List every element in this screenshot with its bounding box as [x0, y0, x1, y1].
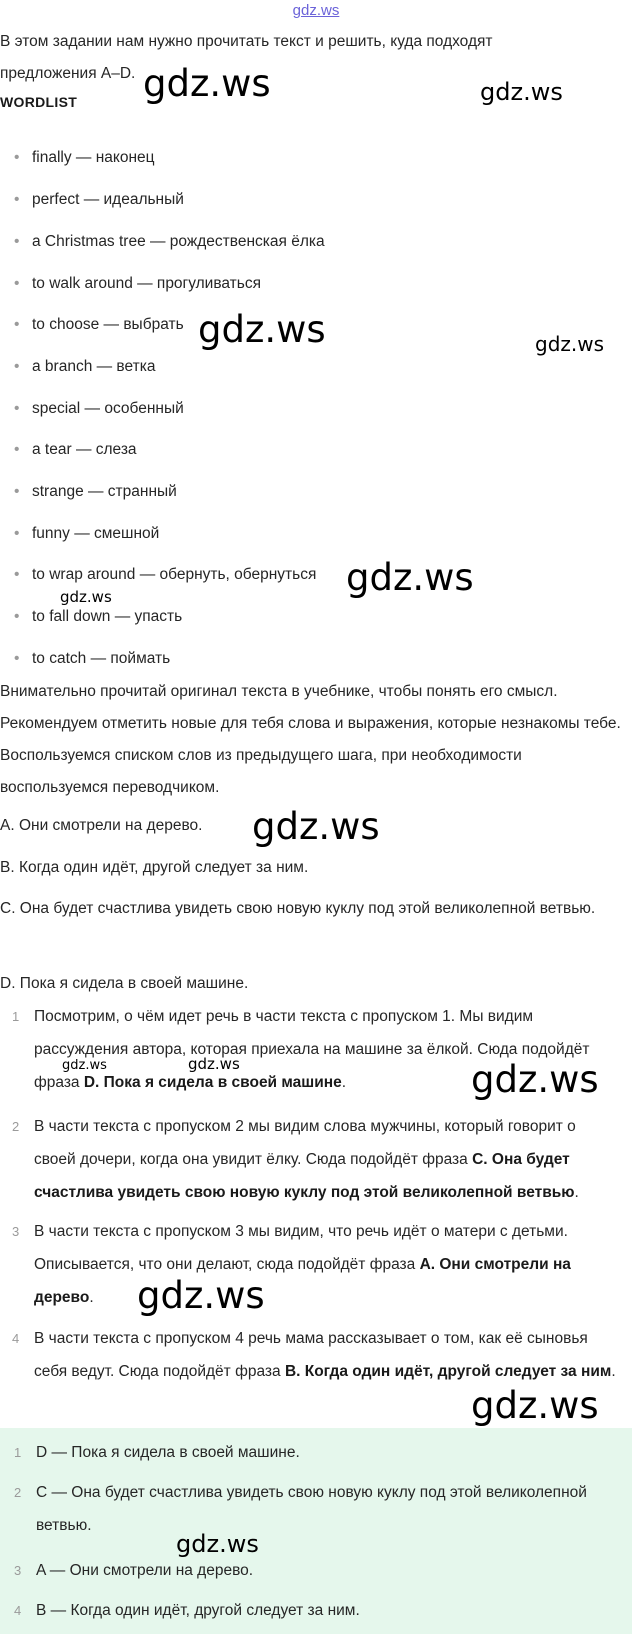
step-answer: D. Пока я сидела в своей машине: [83, 1074, 342, 1091]
bullet-icon: •: [14, 191, 20, 208]
answer-2: 2 C — Она будет счастлива увидеть свою новую куклу под этой великолепной ветвью.: [14, 1484, 587, 1534]
bullet-icon: •: [14, 149, 20, 166]
list-item: • funny — смешной: [14, 520, 159, 548]
bullet-icon: •: [14, 608, 20, 625]
list-item: • a tear — слеза: [14, 436, 137, 464]
bullet-icon: •: [14, 358, 20, 375]
list-item: • to catch — поймать: [14, 645, 170, 673]
list-item: • to walk around — прогуливаться: [14, 270, 261, 298]
header-link[interactable]: gdz.ws: [292, 2, 340, 19]
bullet-icon: •: [14, 316, 20, 333]
list-item: • to wrap around — обернуть, обернуться: [14, 561, 316, 589]
list-item: • special — особенный: [14, 395, 184, 423]
instructions-text: Внимательно прочитай оригинал текста в учебнике, чтобы понять его смысл. Рекомендуем отметить новые для тебя слова и выражения, которые незнакомы тебе. Воспользуемся списком слов из предыдущего шага, при необходимости воспользуемся переводчиком.: [0, 683, 621, 796]
wordlist-heading: WORDLIST: [0, 94, 78, 110]
bullet-icon: •: [14, 233, 20, 250]
bullet-icon: •: [14, 275, 20, 292]
watermark: gdz.ws: [60, 588, 112, 606]
bullet-icon: •: [14, 441, 20, 458]
watermark: gdz.ws: [176, 1530, 259, 1558]
answer-box: [0, 1428, 632, 1634]
watermark: gdz.ws: [535, 332, 605, 356]
bullet-icon: •: [14, 566, 20, 583]
step-4: 4 В части текста с пропуском 4 речь мама рассказывает о том, как её сыновья себя ведут. Сюда подойдёт фраза B. Когда один идёт, другой следует за ним.: [12, 1330, 616, 1380]
list-item: • strange — странный: [14, 478, 177, 506]
list-item: • a Christmas tree — рождественская ёлка: [14, 228, 325, 256]
bullet-icon: •: [14, 525, 20, 542]
watermark: gdz.ws: [480, 78, 563, 106]
watermark: gdz.ws: [143, 62, 271, 105]
list-item: • to choose — выбрать: [14, 311, 184, 339]
option-b: B. Когда один идёт, другой следует за ним.: [0, 859, 309, 876]
list-item: • to fall down — упасть: [14, 603, 182, 631]
step-answer: B. Когда один идёт, другой следует за ним: [284, 1363, 612, 1380]
step-1: 1 Посмотрим, о чём идет речь в части текста с пропуском 1. Мы видим рассуждения автора, которая приехала на машине за ёлкой. Сюда подойдёт фраза D. Пока я сидела в своей машине.: [12, 1008, 590, 1091]
watermark: gdz.ws: [252, 805, 380, 848]
step-answer: A. Они смотрели на дерево: [34, 1256, 571, 1306]
list-item: • a branch — ветка: [14, 353, 155, 381]
watermark: gdz.ws: [137, 1274, 265, 1317]
intro-text: В этом задании нам нужно прочитать текст и решить, куда подходят предложения A–D.: [0, 33, 493, 82]
bullet-icon: •: [14, 483, 20, 500]
answer-1: 1 D — Пока я сидела в своей машине.: [14, 1444, 300, 1461]
step-3: 3 В части текста с пропуском 3 мы видим, что речь идёт о матери с детьми. Описывается, что они делают, сюда подойдёт фраза A. Они смотрели на дерево.: [12, 1223, 571, 1306]
list-item: • perfect — идеальный: [14, 186, 184, 214]
watermark: gdz.ws: [346, 556, 474, 599]
watermark: gdz.ws: [62, 1058, 107, 1073]
step-answer: C. Она будет счастлива увидеть свою новую куклу под этой великолепной ветвью: [34, 1151, 575, 1201]
watermark: gdz.ws: [471, 1058, 599, 1101]
watermark: gdz.ws: [471, 1384, 599, 1427]
option-a: A. Они смотрели на дерево.: [0, 817, 203, 834]
list-item: • finally — наконец: [14, 144, 155, 172]
option-c: C. Она будет счастлива увидеть свою новую куклу под этой великолепной ветвью.: [0, 900, 596, 917]
option-d: D. Пока я сидела в своей машине.: [0, 975, 249, 992]
step-2: 2 В части текста с пропуском 2 мы видим слова мужчины, который говорит о своей дочери, когда она увидит ёлку. Сюда подойдёт фраза C. Она будет счастлива увидеть свою новую куклу под этой великолепной ветвью.: [12, 1118, 579, 1201]
watermark: gdz.ws: [198, 308, 326, 351]
answer-3: 3 A — Они смотрели на дерево.: [14, 1562, 254, 1579]
bullet-icon: •: [14, 400, 20, 417]
answer-4: 4 B — Когда один идёт, другой следует за ним.: [14, 1602, 360, 1619]
bullet-icon: •: [14, 650, 20, 667]
watermark: gdz.ws: [188, 1055, 240, 1073]
